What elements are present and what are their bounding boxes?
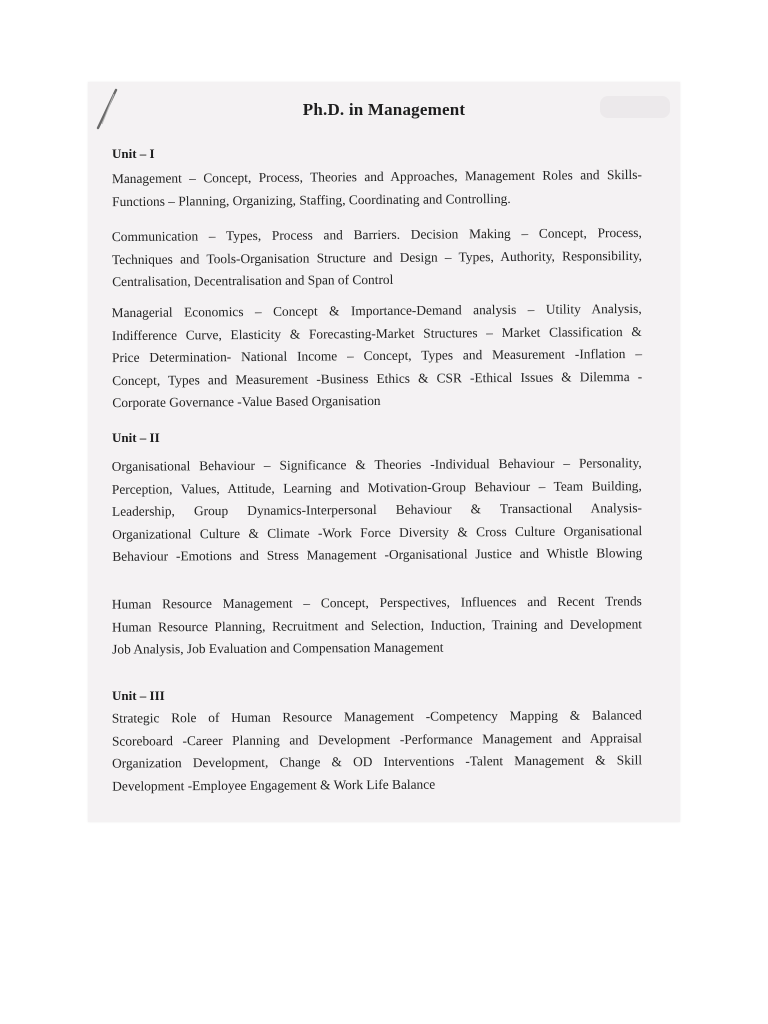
text-line: Corporate Governance -Value Based Organisation <box>112 392 381 411</box>
text-line: Indifference Curve, Elasticity & Forecasting-Market Structures – Market Classification & <box>111 323 642 343</box>
text-line: Centralisation, Decentralisation and Span of Control <box>112 271 394 290</box>
unit-1-paragraph-2 <box>112 222 643 294</box>
unit-1-paragraph-1 <box>112 164 642 213</box>
text-line: Organizational Culture & Climate -Work Force Diversity & Cross Culture Organisational <box>112 522 643 542</box>
text-line: Perception, Values, Attitude, Learning and Motivation-Group Behaviour – Team Building, <box>111 477 642 497</box>
unit-2-heading: Unit – II <box>112 430 160 445</box>
text-line: Strategic Role of Human Resource Management -Competency Mapping & Balanced <box>111 707 642 726</box>
text-line: Managerial Economics – Concept & Importance-Demand analysis – Utility Analysis, <box>111 300 642 321</box>
text-line: Functions – Planning, Organizing, Staffing, Coordinating and Controlling. <box>112 190 511 209</box>
text-line: Behaviour -Emotions and Stress Management -Organisational Justice and Whistle Blowing <box>112 545 643 564</box>
unit-3-paragraph-1 <box>112 704 643 797</box>
document-title: Ph.D. in Management <box>302 100 466 119</box>
unit-2-paragraph-2 <box>112 590 642 661</box>
text-line: Human Resource Planning, Recruitment and Selection, Induction, Training and Development <box>111 615 643 635</box>
unit-1-heading: Unit – I <box>112 146 155 161</box>
text-line: Leadership, Group Dynamics-Interpersonal Behaviour & Transactional Analysis- <box>111 500 643 519</box>
text-line: Organization Development, Change & OD Interventions -Talent Management & Skill <box>112 752 643 771</box>
text-line: Concept, Types and Measurement -Business Ethics & CSR -Ethical Issues & Dilemma - <box>112 368 643 388</box>
text-line: Organisational Behaviour – Significance & Theories -Individual Behaviour – Personality, <box>111 455 642 474</box>
text-line: Development -Employee Engagement & Work Life Balance <box>112 776 436 794</box>
text-line: Human Resource Management – Concept, Perspectives, Influences and Recent Trends <box>111 593 642 612</box>
text-line: Management – Concept, Process, Theories and Approaches, Management Roles and Skills- <box>111 166 642 187</box>
text-line: Price Determination- National Income – Concept, Types and Measurement -Inflation – <box>111 345 643 366</box>
text-line: Techniques and Tools-Organisation Structure and Design – Types, Authority, Responsibility, <box>111 247 643 267</box>
unit-2-paragraph-1 <box>112 452 643 568</box>
text-line: Communication – Types, Process and Barriers. Decision Making – Concept, Process, <box>111 224 642 245</box>
unit-3-heading: Unit – III <box>112 688 165 703</box>
unit-1-paragraph-3 <box>112 298 643 415</box>
text-line: Job Analysis, Job Evaluation and Compensation Management <box>112 639 444 657</box>
text-line: Scoreboard -Career Planning and Development -Performance Management and Appraisal <box>111 729 642 749</box>
